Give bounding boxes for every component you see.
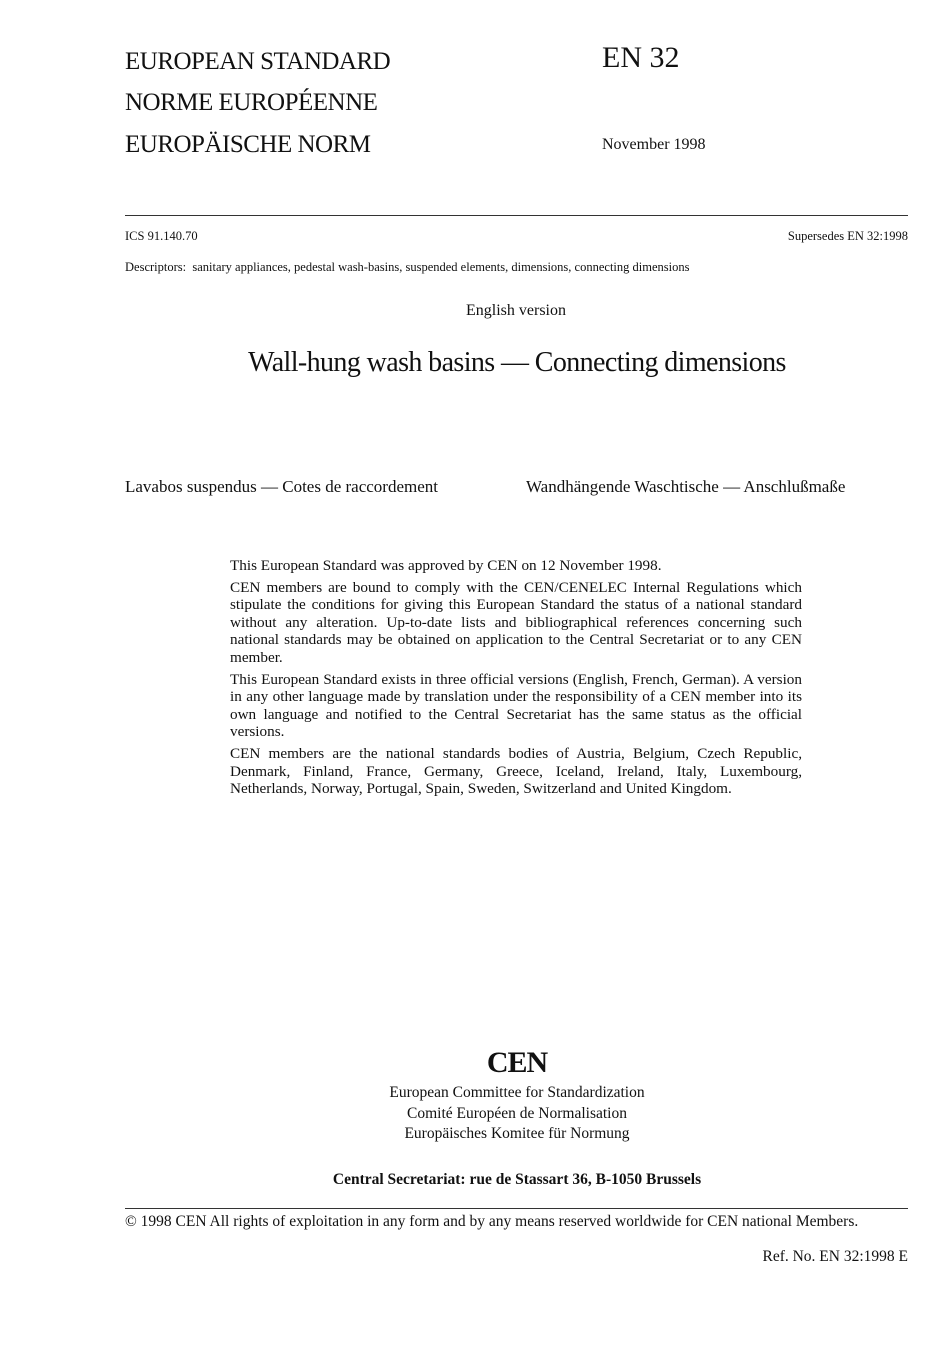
approval-paragraph: CEN members are bound to comply with the CEN/CENELEC Internal Regulations which stipulate the conditions for giving this European Standard the status of a national standard without any alteration. Up-to-date lists and bibliographical references concerning such national standards may be obtained on application to the Central Secretariat or to any CEN member. xyxy=(230,578,802,666)
reference-number: Ref. No. EN 32:1998 E xyxy=(762,1248,908,1265)
committee-name-german: Europäisches Komitee für Normung xyxy=(404,1125,630,1142)
approval-paragraph: This European Standard exists in three official versions (English, French, German). A version in any other language made by translation under the responsibility of a CEN member into its own language and notified to the Central Secretariat has the same status as the official versions. xyxy=(230,670,802,741)
central-secretariat-address: Central Secretariat: rue de Stassart 36, B-1050 Brussels xyxy=(332,1171,702,1188)
publication-date: November 1998 xyxy=(602,136,706,153)
standard-number: EN 32 xyxy=(602,41,680,74)
committee-name-french: Comité Européen de Normalisation xyxy=(407,1104,627,1122)
title-german-translation: Wandhängende Waschtische — Anschlußmaße xyxy=(526,477,846,496)
cen-logo: CEN xyxy=(486,1046,548,1079)
approval-paragraph: This European Standard was approved by CEN on 12 November 1998. xyxy=(230,557,662,574)
descriptors: Descriptors: sanitary appliances, pedestal wash-basins, suspended elements, dimensions, connecting dimensions xyxy=(125,260,690,274)
cen-committee-names xyxy=(0,1083,950,1145)
document-title: Wall-hung wash basins — Connecting dimensions xyxy=(248,347,786,378)
ics-code: ICS 91.140.70 xyxy=(125,229,198,243)
approval-paragraph: CEN members are the national standards bodies of Austria, Belgium, Czech Republic, Denmark, Finland, France, Germany, Greece, Iceland, Ireland, Italy, Luxembourg, Netherlands, Norway, Portugal, Spain, Sweden, Switzerland and United Kingdom. xyxy=(230,744,802,798)
copyright-notice: © 1998 CEN All rights of exploitation in any form and by any means reserved worldwide for CEN national Members. xyxy=(125,1213,859,1230)
title-english: EUROPEAN STANDARD xyxy=(125,48,391,75)
version-label: English version xyxy=(466,302,566,319)
committee-name-english: European Committee for Standardization xyxy=(389,1084,645,1101)
title-french: NORME EUROPÉENNE xyxy=(125,89,378,116)
footer-divider xyxy=(125,1208,908,1209)
header-divider xyxy=(125,215,908,216)
title-french-translation: Lavabos suspendus — Cotes de raccordement xyxy=(125,477,438,496)
supersedes-note: Supersedes EN 32:1998 xyxy=(787,229,908,243)
title-german: EUROPÄISCHE NORM xyxy=(125,131,371,158)
approval-statement xyxy=(230,557,802,802)
